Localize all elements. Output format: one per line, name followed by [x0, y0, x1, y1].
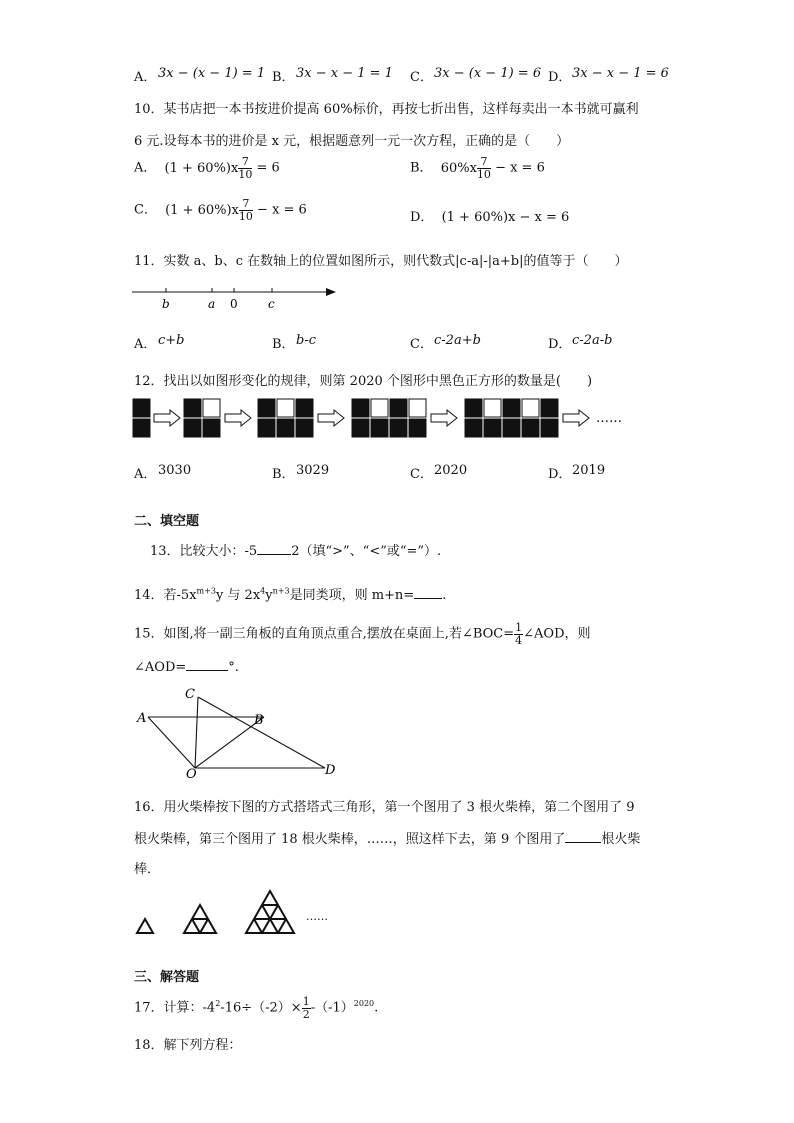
q15-line1: [134, 622, 591, 646]
triangle-1: [137, 919, 153, 933]
label-b: b: [162, 297, 170, 311]
q11-option-c-text: c-2a+b: [434, 333, 481, 348]
q10-option-c-pre: (1 + 60%)x: [165, 202, 239, 218]
q17-frac-num: 1: [302, 995, 310, 1008]
question-14: [134, 584, 446, 603]
black-square: [409, 419, 426, 437]
white-square: [371, 399, 388, 417]
q11-option-b-text: b-c: [296, 333, 316, 348]
black-square: [203, 419, 220, 437]
arrow-right-icon: [154, 410, 180, 426]
q9-option-c-letter: C．: [410, 70, 433, 85]
black-square: [133, 399, 150, 417]
q15-answer-blank[interactable]: [186, 670, 228, 671]
q17-frac-den: 2: [302, 1007, 310, 1021]
q11-stem: 11．实数 a、b、c 在数轴上的位置如图所示，则代数式|c-a|-|a+b|的值等于（ ）: [134, 254, 628, 269]
q10-option-b-post: − x = 6: [490, 160, 545, 176]
question-18: 18．解下列方程：: [134, 1038, 242, 1053]
black-square: [277, 419, 294, 437]
square-pattern-figure: [132, 398, 632, 440]
q14-answer-blank[interactable]: [414, 598, 442, 599]
q10-option-a: [134, 156, 280, 180]
q10-fraction: [477, 156, 491, 180]
triangle-3-inner: [278, 919, 286, 933]
black-square: [390, 399, 407, 417]
q10-option-c-post: − x = 6: [252, 202, 307, 218]
question-17: [134, 996, 378, 1020]
arrow-right-icon: [431, 410, 457, 426]
q11-option-a-text: c+b: [158, 333, 185, 348]
q17-sup: 2: [215, 999, 221, 1009]
q17-fraction: [302, 996, 311, 1020]
q13-pre: 13．比较大小：-5: [150, 544, 258, 559]
q14-end: .: [442, 588, 447, 603]
q15-frac-den: 4: [515, 633, 523, 647]
white-square: [409, 399, 426, 417]
q10-frac-den: 10: [476, 167, 491, 181]
point-label-B: B: [254, 713, 264, 728]
q14-exp2: 4: [260, 586, 266, 596]
q10-frac-num: 7: [239, 198, 253, 211]
q15-line1-post: ∠AOD，则: [523, 626, 591, 642]
q10-option-b-letter: B．: [410, 160, 433, 176]
triangle-2-inner: [192, 919, 200, 933]
q16-line1: 16．用火柴棒按下图的方式搭塔式三角形，第一个图用了 3 根火柴棒，第二个图用了 9: [134, 800, 635, 815]
q10-frac-num: 7: [477, 156, 491, 169]
q16-line2-post: 根火柴: [601, 832, 641, 847]
black-square: [503, 399, 520, 417]
q14-post: 是同类项，则 m+n=: [289, 588, 415, 603]
q9-option-b-text: 3x − x − 1 = 1: [296, 66, 393, 81]
black-square: [352, 399, 369, 417]
arrow-right-icon: [318, 410, 344, 426]
q15-line2-post: °.: [228, 660, 239, 675]
arrow-right-icon: [225, 410, 251, 426]
q9-option-a-letter: A．: [134, 70, 157, 85]
q11-option-c-letter: C．: [410, 337, 433, 352]
triangle-2-inner: [200, 919, 208, 933]
point-label-C: C: [185, 687, 195, 702]
point-label-O: O: [186, 767, 197, 780]
black-square: [184, 419, 201, 437]
q16-line2: [134, 828, 640, 847]
q14-mid2: y: [265, 588, 273, 603]
point-label-D: D: [325, 763, 336, 778]
q16-line3: 棒．: [134, 862, 161, 877]
segment-OC: [195, 697, 198, 768]
black-square: [371, 419, 388, 437]
q15-line2: [134, 660, 239, 675]
q15-line2-pre: ∠AOD=: [134, 660, 187, 675]
q10-option-c: [134, 198, 307, 222]
q10-frac-den: 10: [238, 209, 253, 223]
q12-option-b-letter: B．: [272, 467, 295, 482]
q14-exp1: m+3: [196, 586, 216, 596]
q12-option-a-text: 3030: [158, 463, 192, 478]
arrow-right-icon: [563, 410, 589, 426]
black-square: [258, 419, 275, 437]
black-square: [484, 419, 501, 437]
segment-AO: [148, 717, 195, 768]
section-heading-fill-in: 二、填空题: [134, 514, 200, 529]
triangle-ellipsis: ……: [306, 910, 328, 923]
q10-option-a-post: = 6: [252, 160, 280, 176]
number-line-figure: [130, 282, 345, 312]
q17-end: .: [374, 1000, 379, 1016]
question-13: [150, 540, 441, 559]
label-a: a: [208, 297, 216, 311]
black-square: [296, 399, 313, 417]
q12-option-d-letter: D．: [548, 467, 572, 482]
q12-option-c-text: 2020: [434, 463, 468, 478]
q15-frac-num: 1: [515, 621, 523, 634]
q11-option-d-letter: D．: [548, 337, 572, 352]
q10-option-b-pre: 60%x: [440, 160, 477, 176]
q10-option-d-letter: D．: [410, 210, 434, 225]
q14-mid1: y 与 2x: [215, 588, 261, 603]
black-square: [133, 419, 150, 437]
black-square: [352, 419, 369, 437]
triangle-3: [246, 891, 294, 933]
black-square: [390, 419, 407, 437]
number-line-arrow-icon: [326, 288, 336, 296]
q10-option-b: [410, 156, 545, 180]
white-square: [203, 399, 220, 417]
q13-answer-blank[interactable]: [257, 554, 291, 555]
segment-CD: [198, 697, 325, 768]
q12-option-c-letter: C．: [410, 467, 433, 482]
q16-line2-pre: 根火柴棒，第三个图用了 18 根火柴棒，……，照这样下去，第 9 个图用了: [134, 832, 566, 847]
label-c: c: [268, 297, 275, 311]
q10-frac-num: 7: [238, 156, 252, 169]
black-square: [522, 419, 539, 437]
q11-option-d-text: c-2a-b: [572, 333, 613, 348]
q10-stem-line2: 6 元.设每本书的进价是 x 元，根据题意列一元一次方程，正确的是（ ）: [134, 134, 570, 149]
q10-option-d: [410, 206, 569, 225]
q15-fraction: [514, 622, 523, 646]
q13-post: 2（填“>”、“<”或“=”）.: [291, 544, 442, 559]
q17-sup2: 2020: [353, 999, 375, 1009]
q10-option-c-letter: C．: [134, 202, 157, 218]
q12-stem: 12．找出以如图形变化的规律，则第 2020 个图形中黑色正方形的数量是( ): [134, 374, 593, 389]
white-square: [484, 399, 501, 417]
q10-option-a-letter: A．: [134, 160, 157, 176]
point-label-A: A: [137, 711, 147, 726]
q10-fraction: [238, 156, 252, 180]
black-square: [541, 419, 558, 437]
q15-line1-pre: 15．如图,将一副三角板的直角顶点重合,摆放在桌面上,若∠BOC=: [134, 626, 515, 642]
q10-option-d-text: (1 + 60%)x − x = 6: [441, 210, 570, 225]
q10-option-a-pre: (1 + 60%)x: [164, 160, 239, 176]
q10-frac-den: 10: [238, 167, 253, 181]
q12-option-d-text: 2019: [572, 463, 606, 478]
q17-pre: 17．计算：-4: [134, 1000, 216, 1016]
section-heading-solutions: 三、解答题: [134, 970, 200, 985]
matchstick-triangles-figure: [132, 884, 352, 936]
q10-stem-line1: 10．某书店把一本书按进价提高 60%标价，再按七折出售，这样每卖出一本书就可赢利: [134, 102, 639, 117]
q11-option-b-letter: B．: [272, 337, 295, 352]
q10-fraction: [239, 198, 253, 222]
q17-mid: -16÷（-2）×: [220, 1000, 302, 1016]
q9-option-d-letter: D．: [548, 70, 572, 85]
black-square: [465, 399, 482, 417]
label-zero: 0: [230, 297, 238, 311]
black-square: [503, 419, 520, 437]
q9-option-c-text: 3x − (x − 1) = 6: [434, 66, 542, 81]
black-square: [184, 399, 201, 417]
q17-post: -（-1）: [310, 1000, 354, 1016]
q9-option-a-text: 3x − (x − 1) = 1: [158, 66, 266, 81]
q14-exp3: n+3: [272, 586, 290, 596]
white-square: [277, 399, 294, 417]
q14-pre: 14．若-5x: [134, 588, 197, 603]
triangle-3-inner: [254, 919, 262, 933]
black-square: [541, 399, 558, 417]
triangle-set-square-figure: [130, 684, 350, 780]
q12-option-b-text: 3029: [296, 463, 330, 478]
white-square: [522, 399, 539, 417]
q12-option-a-letter: A．: [134, 467, 157, 482]
q11-option-a-letter: A．: [134, 337, 157, 352]
q16-answer-blank[interactable]: [565, 842, 601, 843]
pattern-ellipsis: ……: [596, 411, 622, 426]
q9-option-b-letter: B．: [272, 70, 295, 85]
black-square: [296, 419, 313, 437]
black-square: [465, 419, 482, 437]
black-square: [258, 399, 275, 417]
q9-option-d-text: 3x − x − 1 = 6: [572, 66, 669, 81]
